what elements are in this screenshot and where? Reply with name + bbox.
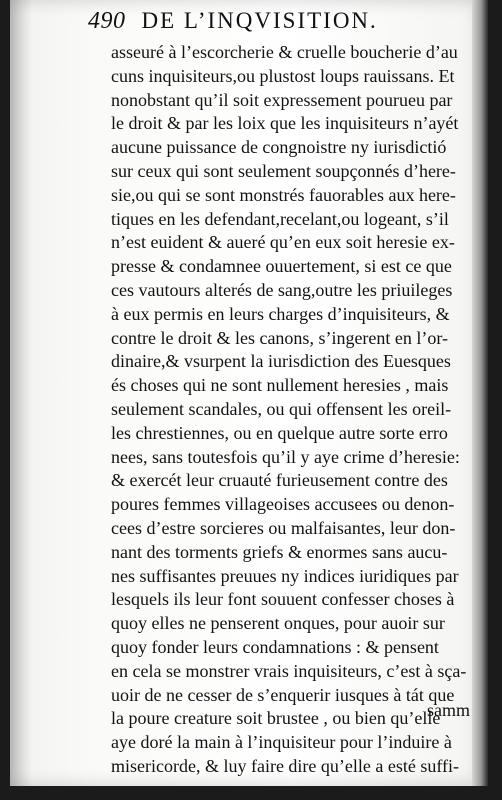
text-line: quoy elles ne penserent onques, pour auoir sur (111, 613, 445, 634)
gutter-shadow (10, 0, 32, 786)
text-line: à eux permis en leurs charges d’inquisiteurs, & (111, 303, 450, 324)
text-line: ces vautours alterés de sang,outre les priuileges (111, 279, 453, 300)
text-line: dinaire,& vsurpent la iurisdiction des Euesques (111, 351, 451, 372)
text-line: sie,ou qui se sont monstrés fauorables aux here- (111, 184, 456, 205)
text-line: n’est euident & aueré qu’en eux soit heresie ex- (111, 232, 455, 253)
text-line: contre le droit & les canons, s’ingerent en l’or- (111, 327, 449, 348)
text-line: seulement scandales, ou qui offensent les oreil- (111, 398, 452, 419)
text-line: presse & condamnee ouuertement, si est ce que (111, 256, 452, 277)
text-line: asseuré à l’escorcherie & cruelle boucherie d’au (111, 42, 458, 62)
text-line: aye doré la main à l’inquisiteur pour l’induire à (111, 732, 452, 753)
book-page (10, 0, 488, 786)
text-line: tiques en les defendant,recelant,ou logeant, s’il (111, 208, 449, 229)
text-line: nes suffisantes preuues ny indices iuridiques par (111, 565, 459, 586)
text-line: nant des torments griefs & enormes sans aucu- (111, 541, 448, 562)
text-line: nonobstant qu’il soit expressement pourueu par (111, 89, 453, 110)
text-line: aucune puissance de congnoistre ny iurisdictió (111, 137, 447, 158)
text-line: le droit & par les loix que les inquisiteurs n’ayét (111, 113, 459, 134)
text-line: nees, sans toutesfois qu’il y aye crime d’heresie: (111, 446, 460, 467)
text-line: uoir de ne cesser de s’enquerir iusques à tát que (111, 684, 455, 705)
text-line: cuns inquisiteurs,ou plustost loups rauissans. Et (111, 65, 455, 86)
running-head (88, 8, 410, 36)
text-line: lesquels ils leur font souuent confesser choses à (111, 589, 455, 610)
text-line: en cela se monstrer vrais inquisiteurs, c’est à sça- (111, 660, 467, 681)
body-text (111, 41, 486, 779)
text-line: misericorde, & luy faire dire qu’elle a esté suffi- (111, 755, 460, 776)
text-line: & exercét leur cruauté furieusement contre des (111, 470, 448, 491)
text-line: quoy fonder leurs condamnations : & pensent (111, 636, 439, 657)
text-line: cees d’estre sorcieres ou malfaisantes, leur don- (111, 517, 456, 538)
catchword: samm (427, 700, 470, 720)
text-line: la poure creature soit brustee , ou bien qu’elle (111, 708, 441, 729)
text-line: les chrestiennes, ou en quelque autre sorte erro (111, 422, 448, 443)
page-number: 490 (88, 8, 126, 34)
text-line: sur ceux qui sont seulement soupçonnés d’here- (111, 160, 456, 181)
text-line: poures femmes villageoises accusees ou denon- (111, 494, 455, 515)
text-line: és choses qui ne sont nullement heresies , mais (111, 375, 449, 396)
running-title: DE L’INQVISITION. (141, 8, 378, 33)
